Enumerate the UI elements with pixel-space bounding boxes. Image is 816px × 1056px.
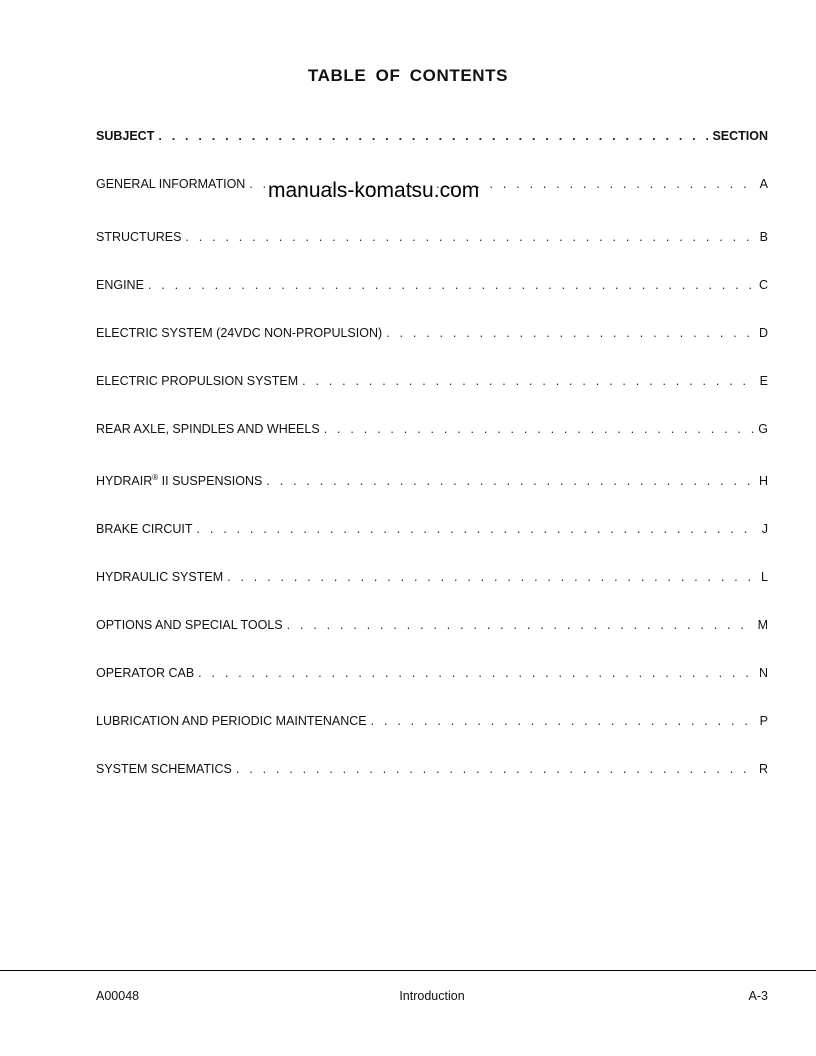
leader-dots <box>198 665 755 681</box>
toc-entry-section: E <box>759 374 768 388</box>
toc-entry-subject-post: II SUSPENSIONS <box>158 474 263 488</box>
toc-entry-section: A <box>759 177 768 191</box>
leader-dots <box>324 421 755 437</box>
toc-entry-section: D <box>758 326 768 340</box>
toc-entry-subject: BRAKE CIRCUIT <box>96 522 193 536</box>
page-title: TABLE OF CONTENTS <box>307 66 509 85</box>
toc-entry-rear-axle[interactable] <box>96 421 768 437</box>
toc-header-row <box>96 128 768 144</box>
toc-entry-subject: REAR AXLE, SPINDLES AND WHEELS <box>96 422 320 436</box>
toc-entry-subject: ENGINE <box>96 278 144 292</box>
toc-header-section: SECTION <box>712 129 768 143</box>
toc-entry-section: L <box>761 570 768 584</box>
footer-divider <box>0 970 816 971</box>
toc-entry-subject <box>96 473 266 489</box>
toc-entry-section: N <box>758 666 768 680</box>
registered-mark: ® <box>152 473 159 482</box>
leader-dots <box>302 373 756 389</box>
leader-dots <box>158 128 708 144</box>
toc-entry-subject: ELECTRIC SYSTEM (24VDC NON-PROPULSION) <box>96 326 383 340</box>
toc-entry-section: M <box>757 618 768 632</box>
toc-entry-brake-circuit[interactable] <box>96 521 768 537</box>
toc-entry-system-schematics[interactable] <box>96 761 768 777</box>
toc-entry-subject: SYSTEM SCHEMATICS <box>96 762 232 776</box>
toc-entry-electric-system[interactable] <box>96 325 768 341</box>
toc-entry-hydrair-suspensions[interactable] <box>96 473 768 489</box>
toc-entry-section: J <box>761 522 768 536</box>
leader-dots <box>148 277 755 293</box>
toc-entry-options-special-tools[interactable] <box>96 617 768 633</box>
toc-entry-operator-cab[interactable] <box>96 665 768 681</box>
toc-entry-section: B <box>759 230 768 244</box>
leader-dots <box>236 761 755 777</box>
leader-dots <box>185 229 755 245</box>
toc-entry-structures[interactable] <box>96 229 768 245</box>
toc-entry-section: P <box>759 714 768 728</box>
toc-entry-section: G <box>758 422 768 436</box>
toc-entry-subject-pre: HYDRAIR <box>96 474 153 488</box>
toc-entry-subject: HYDRAULIC SYSTEM <box>96 570 224 584</box>
leader-dots <box>287 617 754 633</box>
footer-document-code: A00048 <box>96 989 140 1003</box>
watermark-text: manuals-komatsu.com <box>268 179 480 202</box>
toc-entry-subject: STRUCTURES <box>96 230 182 244</box>
toc-entry-lubrication[interactable] <box>96 713 768 729</box>
leader-dots <box>266 473 755 489</box>
leader-dots <box>227 569 757 585</box>
leader-dots <box>386 325 755 341</box>
toc-entry-subject: ELECTRIC PROPULSION SYSTEM <box>96 374 299 388</box>
toc-entry-subject: OPERATOR CAB <box>96 666 195 680</box>
leader-dots <box>371 713 756 729</box>
footer-page-number: A-3 <box>748 989 768 1003</box>
toc-entry-section: R <box>758 762 768 776</box>
toc-entry-subject: GENERAL INFORMATION <box>96 177 246 191</box>
toc-entry-section: C <box>758 278 768 292</box>
footer-chapter: Introduction <box>399 989 465 1003</box>
toc-entry-subject: LUBRICATION AND PERIODIC MAINTENANCE <box>96 714 367 728</box>
toc-entry-engine[interactable] <box>96 277 768 293</box>
toc-header-subject: SUBJECT <box>96 129 155 143</box>
toc-entry-section: H <box>758 474 768 488</box>
toc-entry-hydraulic-system[interactable] <box>96 569 768 585</box>
leader-dots <box>197 521 758 537</box>
toc-entry-electric-propulsion-system[interactable] <box>96 373 768 389</box>
toc-entry-subject: OPTIONS AND SPECIAL TOOLS <box>96 618 283 632</box>
